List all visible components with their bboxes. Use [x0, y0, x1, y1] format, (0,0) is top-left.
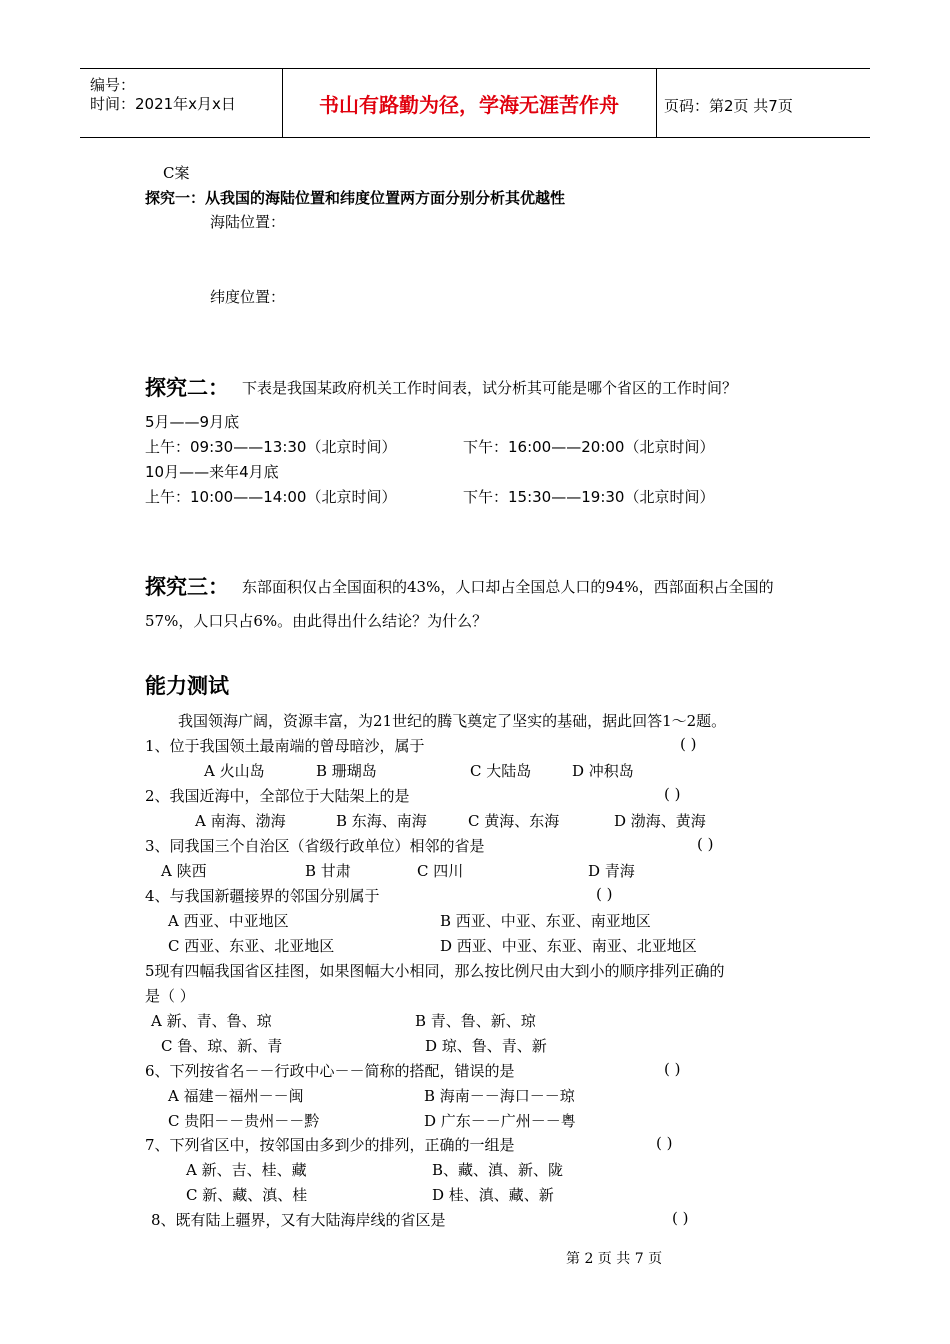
q2-option-d: D 渤海、黄海 [614, 812, 706, 830]
header-box [80, 68, 870, 138]
q7-answer-paren: ( ) [656, 1134, 673, 1152]
q6-option-c: C 贵阳－－贵州－－黔 [168, 1112, 320, 1130]
q6-option-d: D 广东－－广州－－粤 [424, 1112, 576, 1130]
header-time-label: 时间：2021年x月x日 [90, 95, 236, 113]
q5-stem-continued: 是（ ） [145, 987, 195, 1005]
q4-option-b: B 西亚、中亚、东亚、南亚地区 [440, 912, 651, 930]
inquiry2-period1: 5月——9月底 [145, 413, 240, 431]
inquiry1-title: 探究一：从我国的海陆位置和纬度位置两方面分别分析其优越性 [145, 189, 566, 207]
inquiry3-title: 探究三： [145, 575, 229, 599]
q1-stem: 1、位于我国领土最南端的曾母暗沙，属于 [145, 737, 425, 755]
q2-answer-paren: ( ) [664, 785, 681, 803]
q5-option-d: D 琼、鲁、青、新 [425, 1037, 547, 1055]
inquiry3-line2: 57%，人口只占6%。由此得出什么结论？为什么？ [145, 612, 488, 630]
q4-option-a: A 西亚、中亚地区 [168, 912, 289, 930]
header-code-label: 编号： [90, 76, 136, 94]
footer-page-number: 第 2 页 共 7 页 [566, 1251, 663, 1267]
inquiry2-p1-pm: 下午：16:00——20:00（北京时间） [463, 438, 715, 456]
q4-stem: 4、与我国新疆接界的邻国分别属于 [145, 887, 380, 905]
q7-option-a: A 新、吉、桂、藏 [186, 1161, 307, 1179]
inquiry2-period2: 10月——来年4月底 [145, 463, 279, 481]
q5-option-b: B 青、鲁、新、琼 [415, 1012, 536, 1030]
q2-option-b: B 东海、南海 [336, 812, 427, 830]
q2-stem: 2、我国近海中，全部位于大陆架上的是 [145, 787, 410, 805]
q8-answer-paren: ( ) [672, 1209, 689, 1227]
q2-option-a: A 南海、渤海 [195, 812, 286, 830]
q8-stem: 8、既有陆上疆界，又有大陆海岸线的省区是 [151, 1211, 446, 1229]
q5-stem: 5现有四幅我国省区挂图，如果图幅大小相同，那么按比例尺由大到小的顺序排列正确的 [145, 962, 725, 980]
q1-option-d: D 冲积岛 [572, 762, 634, 780]
q2-option-c: C 黄海、东海 [468, 812, 560, 830]
header-divider-2 [656, 69, 657, 137]
q6-option-a: A 福建－福州－－闽 [168, 1087, 304, 1105]
test-intro: 我国领海广阔，资源丰富，为21世纪的腾飞奠定了坚实的基础，据此回答1～2题。 [178, 712, 727, 730]
q3-option-a: A 陕西 [161, 862, 207, 880]
inquiry3-line1: 东部面积仅占全国面积的43%，人口却占全国总人口的94%，西部面积占全国的 [242, 578, 774, 596]
q3-option-c: C 四川 [417, 862, 464, 880]
inquiry2-p2-am: 上午：10:00——14:00（北京时间） [145, 488, 397, 506]
inquiry1-sea-land: 海陆位置： [210, 213, 286, 231]
inquiry2-p2-pm: 下午：15:30——19:30（北京时间） [463, 488, 715, 506]
q1-option-a: A 火山岛 [204, 762, 265, 780]
q4-option-d: D 西亚、中亚、东亚、南亚、北亚地区 [440, 937, 697, 955]
q6-stem: 6、下列按省名－－行政中心－－简称的搭配，错误的是 [145, 1062, 515, 1080]
q1-option-b: B 珊瑚岛 [316, 762, 377, 780]
inquiry2-title: 探究二： [145, 376, 229, 400]
inquiry1-latitude: 纬度位置： [210, 288, 286, 306]
q6-answer-paren: ( ) [664, 1060, 681, 1078]
q1-answer-paren: ( ) [680, 735, 697, 753]
q7-option-b: B、藏、滇、新、陇 [432, 1161, 564, 1179]
q3-stem: 3、同我国三个自治区（省级行政单位）相邻的省是 [145, 837, 485, 855]
q5-option-c: C 鲁、琼、新、青 [161, 1037, 283, 1055]
q3-answer-paren: ( ) [697, 835, 714, 853]
q4-answer-paren: ( ) [596, 885, 613, 903]
inquiry2-text: 下表是我国某政府机关工作时间表，试分析其可能是哪个省区的工作时间？ [242, 379, 738, 397]
q3-option-b: B 甘肃 [305, 862, 351, 880]
q1-option-c: C 大陆岛 [470, 762, 532, 780]
c-plan-label: C案 [163, 164, 190, 182]
q4-option-c: C 西亚、东亚、北亚地区 [168, 937, 335, 955]
q6-option-b: B 海南－－海口－－琼 [424, 1087, 575, 1105]
test-title: 能力测试 [145, 674, 229, 698]
header-page-info: 页码：第2页 共7页 [664, 97, 793, 115]
inquiry2-p1-am: 上午：09:30——13:30（北京时间） [145, 438, 397, 456]
q5-option-a: A 新、青、鲁、琼 [151, 1012, 272, 1030]
q7-option-d: D 桂、滇、藏、新 [432, 1186, 554, 1204]
header-motto: 书山有路勤为径，学海无涯苦作舟 [319, 92, 619, 117]
q7-option-c: C 新、藏、滇、桂 [186, 1186, 308, 1204]
q7-stem: 7、下列省区中，按邻国由多到少的排列，正确的一组是 [145, 1136, 515, 1154]
q3-option-d: D 青海 [588, 862, 635, 880]
